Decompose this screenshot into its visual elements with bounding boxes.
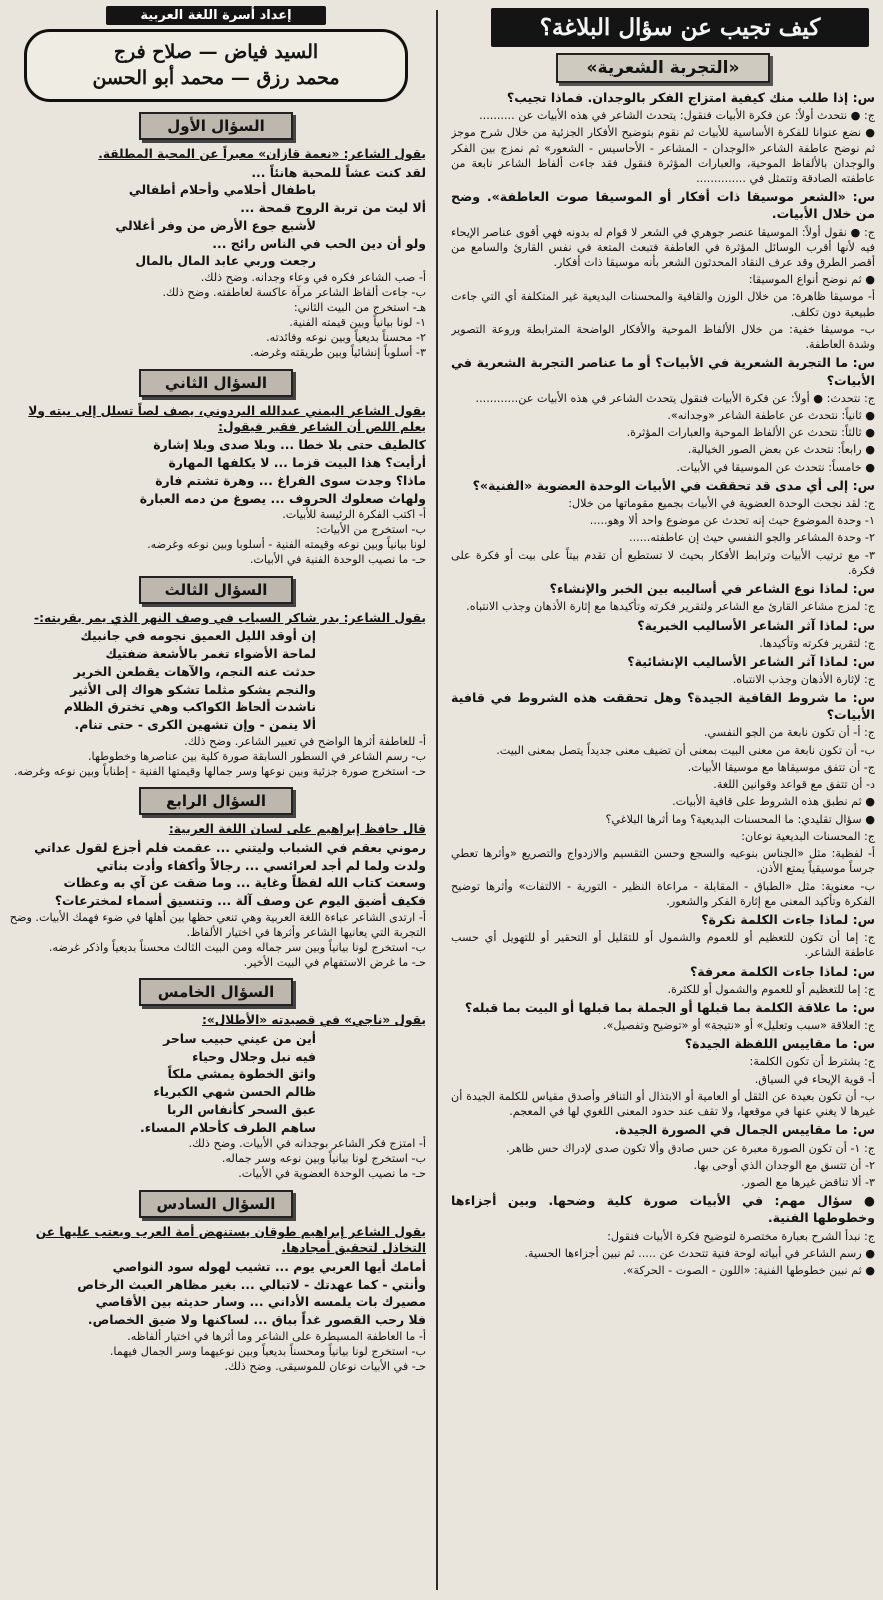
question-task: ١- لونا بيانياً وبين قيمته الفنية. xyxy=(289,315,426,329)
answer-text: ج: ● نتحدث أولاً: عن فكرة الأبيات فنقول: يتحدث الشاعر في هذه الأبيات عن .......... xyxy=(479,109,875,123)
poem-verse: وأنتي - كما عهدتك - لاتبالي ... بغير مظاهر العبث الرخاص xyxy=(77,1276,426,1292)
question-section xyxy=(6,576,426,780)
answer-text: ● خامساً: نتحدث عن الموسيقا في الأبيات. xyxy=(676,460,875,474)
question-task: هـ- استخرج من البيت الثاني: xyxy=(293,300,426,314)
question-task: حـ- استخرج صورة جزئية وبين نوعها وسر جمالها وقيمتها الفنية - إطناباً وبين نوعه وغرضه. xyxy=(13,764,426,778)
question-heading: السؤال الثالث xyxy=(139,576,293,604)
question-text: س: ما مقاييس اللفظة الجيدة؟ xyxy=(684,1036,875,1052)
question-task: حـ- ما غرض الاستفهام في البيت الأخير. xyxy=(243,955,426,969)
question-text: س: ما علاقة الكلمة بما قبلها أو الجملة بما قبلها أو البيت بما قبله؟ xyxy=(464,1000,875,1015)
poem-verse: رموني بعقم في الشباب وليتني ... عقمت فلم أجزع لقول عداتي xyxy=(34,839,426,855)
poem-verse: واثق الخطوة يمشي ملكاً xyxy=(167,1066,316,1082)
answer-text: ج: العلاقة «سبب وتعليل» أو «نتيجة» أو «توضيح وتفصيل». xyxy=(602,1019,875,1033)
question-text: س: إذا طلب منك كيفية امتزاج الفكر بالوجدان. فماذا تجيب؟ xyxy=(506,90,875,105)
question-section xyxy=(6,978,426,1182)
poem-verse: ولو أن دين الحب في الناس رائج ... xyxy=(212,235,426,251)
question-task: حـ- في الأبيات نوعان للموسيقى. وضح ذلك. xyxy=(224,1359,426,1373)
answer-text: ج: ١- أن تكون الصورة معبرة عن حس صادق وألا تكون صدى لإدراك حس ظاهر. xyxy=(506,1141,875,1155)
answer-text: ج- أن تتفق موسيقاها مع موسيقا الأبيات. xyxy=(687,760,875,774)
poem-verse: ماذا؟ وجدت سوى الفراغ ... وهرة تشتم فارة xyxy=(155,472,426,488)
question-text: س: ما شروط القافية الجيدة؟ وهل تحققت هذه الشروط في قافية الأبيات؟ xyxy=(451,690,875,723)
answer-text: أ- موسيقا ظاهرة: من خلال الوزن والقافية والمحسنات البديعية غير المتكلفة أي التي جاءت طبيعية دون تكلف. xyxy=(451,290,875,319)
question-intro: يقول الشاعر إبراهيم طوقان يستنهض أمة العرب ويعتب عليها عن التخاذل لتحقيق أمجادها. xyxy=(35,1225,426,1256)
answer-text: ب- أن تكون نابعة من معنى البيت بمعنى أن تضيف معنى جديداً يتصل بمعنى البيت. xyxy=(496,743,875,757)
question-text: س: لماذا آثر الشاعر الأساليب الخبرية؟ xyxy=(637,617,875,633)
answer-text: ● ثم نطبق هذه الشروط على قافية الأبيات. xyxy=(672,795,875,809)
credit-box xyxy=(24,29,408,102)
answer-text: ج: لقد نجحت الوحدة العضوية في الأبيات بجميع مقوماتها من خلال: xyxy=(568,496,875,510)
question-section xyxy=(6,787,426,970)
answer-text: ج: إما أن تكون للتعظيم أو للعموم والشمول أو للتقليل أو التحقير أو للتهويل أي حسب عاطفة الشاعر. xyxy=(451,931,875,960)
column-divider xyxy=(436,10,438,1590)
poem-verse: ساهم الطرف كأحلام المساء. xyxy=(140,1119,316,1135)
poem-verse: إن أوقد الليل العميق نجومه في جانبيك xyxy=(80,628,316,644)
answer-text: ج: لتقرير فكرته وتأكيدها. xyxy=(759,636,875,650)
poem-verse: ولدت ولما لم أجد لعرائسي ... رجالاً وأكفاء وأدت بناتي xyxy=(96,857,426,873)
answer-text: د- أن تتفق مع قواعد وقوانين اللغة. xyxy=(713,778,875,792)
answer-text: ● نضع عنوانا للفكرة الأساسية للأبيات ثم نقوم بتوضيح الأفكار الجزئية من خلال شرح موجز ثم نوضح عاطفة الشاعر «الوجدان - المشاعر - الأحاسيس - الشعور» ثم نمزج بين الفكر والوجدان بالألفاظ الموحية، والعبارات المؤثرة فنقول فقد جاءت ألفاظ الشاعر نابعة من عاطفته الصادقة وتتمثل في .............. xyxy=(451,126,875,186)
question-text: س: ما مقاييس الجمال في الصورة الجيدة. xyxy=(614,1122,875,1138)
question-text: س: لماذا آثر الشاعر الأساليب الإنشائية؟ xyxy=(627,653,875,669)
question-intro: يقول الشاعر اليمني عبدالله البردوني، يصف لصاً تسلل إلى بيته ولا يعلم اللص أن الشاعر فقير فيقول: xyxy=(28,403,426,434)
answer-text: ج: لمزج مشاعر القارئ مع الشاعر ولتقرير فكرته وتأكيدها مع إثارة الأذهان وجذب الانتباه. xyxy=(466,600,875,614)
question-task: ب- رسم الشاعر في السطور السابقة صورة كلية بين عناصرها وخطوطها. xyxy=(87,749,426,763)
question-heading: السؤال الثاني xyxy=(139,369,293,397)
poem-verse: كالطيف حتى بلا خطا ... وبلا صدى وبلا إشارة xyxy=(153,437,426,453)
rhetoric-column xyxy=(451,6,875,1594)
answer-text: ٣- مع ترتيب الأبيات وترابط الأفكار بحيث لا تستطيع أن تقدم بيتاً على بيت أو فكرة على فكرة. xyxy=(451,548,875,577)
answer-text: ب- موسيقا خفية: من خلال الألفاظ الموحية والأفكار الواضحة المترابطة وروعة التصوير وشدة العاطفة. xyxy=(451,322,875,352)
answer-text: ج: نتحدث: ● أولاً: عن فكرة الأبيات فنقول يتحدث الشاعر في هذه الأبيات عن............ xyxy=(475,391,875,405)
poem-verse: فلا رحب القصور غداً بباق ... لساكنها ولا ضيق الخصاص. xyxy=(87,1312,426,1328)
question-task: حـ- ما نصيب الوحدة العضوية في الأبيات. xyxy=(238,1167,426,1181)
answer-text: ● رابعاً: نتحدث عن بعض الصور الخيالية. xyxy=(687,443,875,457)
answer-text: ج: أ- أن تكون نابعة من الجو النفسي. xyxy=(703,726,875,740)
poem-verse: ولهاث صعلوك الحروف ... يصوغ من دمه العبارة xyxy=(139,490,426,506)
question-text: س: لماذا جاءت الكلمة معرفة؟ xyxy=(689,963,875,979)
poem-verse: باطفال أحلامي وأحلام أطفالي xyxy=(128,182,316,198)
question-task: ب- استخرج من الأبيات: xyxy=(316,523,426,537)
question-task: ٢- محسناً بديعياً وبين نوعه وفائدته. xyxy=(266,330,426,344)
poem-verse: وسعت كتاب الله لفظاً وغاية ... وما ضقت عن آي به وعظات xyxy=(63,875,426,891)
question-task: حـ- ما نصيب الوحدة الفنية في الأبيات. xyxy=(249,553,426,567)
qa-blocks xyxy=(451,89,875,1278)
poem-verse: لقد كنت عشاً للمحبة هانئاً ... xyxy=(251,164,426,180)
answer-text: ب- معنوية: مثل «الطباق - المقابلة - مراعاة النظير - التورية - الالتفات» وأثرها توضيح الفكرة وتأكيد المعنى مع إثارة الفكر والشعور. xyxy=(451,879,875,908)
poem-verse: فكيف أضيق اليوم عن وصف آلة ... وتنسيق أسماء لمخترعات؟ xyxy=(54,893,426,909)
question-task: أ- ما العاطفة المسيطرة على الشاعر وما أثرها في اختيار ألفاظه. xyxy=(127,1329,426,1343)
poem-verse: ألا ليت من تربة الروح قمحة ... xyxy=(240,200,426,216)
answer-text: ج: ● نقول أولاً: الموسيقا عنصر جوهري في الشعر لا قوام له بدونه فهي أقوى عناصر الإيحاء فيه لأنها أقرب الوسائل المؤثرة في العاطفة فتبعث المتعة في نفس القارئ والسامع من أقصر الطرق وقد عرف النقاد المحدثون الشعر بأنه موسيقا ذات أفكار. xyxy=(451,225,875,270)
answer-text: أ- قوية الإيحاء في السياق. xyxy=(754,1072,875,1086)
poem-verse: لماحة الأضواء تغمر بالأشعة ضفتيك xyxy=(105,646,316,662)
poem-verse: أرأيت؟ هذا البيت قزما ... لا يكلفها المهارة xyxy=(168,455,426,471)
question-text: س: إلى أي مدى قد تحققت في الأبيات الوحدة العضوية «الفنية»؟ xyxy=(472,477,875,493)
answer-text: ٢- أن تتسق مع الوجدان الذي أوحى بها. xyxy=(693,1158,875,1172)
poem-verse: ألا ينمن - وإن تشهين الكرى - حتى تنام. xyxy=(74,717,316,733)
questions-column xyxy=(6,6,426,1594)
question-section xyxy=(6,369,426,568)
question-task: أ- ارتدى الشاعر عباءة اللغة العربية وهي تنعي حظها بين أهلها في ضوء فهمك الأبيات. وضح التجربة التي يعانيها الشاعر وأثرها في اختيار الألفاظ. xyxy=(9,910,426,939)
answer-text: ج: يشترط أن تكون الكلمة: xyxy=(749,1055,875,1069)
poem-verse: أمامك أيها العربي يوم ... تشيب لهوله سود النواصي xyxy=(112,1258,426,1274)
answer-text: ج: إما للتعظيم أو للعموم والشمول أو للكثرة. xyxy=(667,982,875,996)
poem-verse: فيه نبل وجلال وحياء xyxy=(192,1048,316,1064)
answer-text: ٣- ألا تناقض غيرها مع الصور. xyxy=(741,1176,875,1190)
question-task: أ- للعاطفة أثرها الواضح في تعبير الشاعر. وضح ذلك. xyxy=(184,734,426,748)
question-text: س: «الشعر موسيقا ذات أفكار أو الموسيقا صوت العاطفة». وضح من خلال الأبيات. xyxy=(451,189,875,222)
question-text: س: ما التجربة الشعرية في الأبيات؟ أو ما عناصر التجربة الشعرية في الأبيات؟ xyxy=(451,355,875,388)
question-task: أ- امتزج فكر الشاعر بوجدانه في الأبيات. وضح ذلك. xyxy=(188,1137,426,1151)
question-task: ب- جاءت ألفاظ الشاعر مرآة عاكسة لعاطفته. وضح ذلك. xyxy=(162,286,426,300)
poem-verse: لأشبع جوع الأرض من وفر أغلالي xyxy=(115,217,316,233)
question-section xyxy=(6,1190,426,1375)
question-task: أ- اكتب الفكرة الرئيسة للأبيات. xyxy=(282,508,426,522)
question-text: س: لماذا نوع الشاعر في أساليبه بين الخبر والإنشاء؟ xyxy=(549,581,875,597)
answer-text: ب- أن تكون بعيدة عن الثقل أو العامية أو الابتذال أو التنافر وأصدق مقياس للكلمة الجيدة أن غيرها لا يغني عنها في موقعها، ولا تقف عند حدود المعنى اللغوي لها في المعجم. xyxy=(451,1089,875,1119)
sub-title: «التجربة الشعرية» xyxy=(556,53,770,83)
poem-verse: عبق السحر كأنفاس الربا xyxy=(167,1101,316,1117)
question-task: لونا بيانياً وبين نوعه وقيمته الفنية - أسلوبا وبين نوعه وغرضه. xyxy=(147,538,426,552)
question-heading: السؤال الأول xyxy=(139,112,293,140)
answer-text: ● ثانياً: نتحدث عن عاطفة الشاعر «وجدانه». xyxy=(667,408,875,422)
answer-text: أ- لفظية: مثل «الجناس بنوعيه والسجع وحسن التقسيم والازدواج والتصريع «وأثرها تعطي جرساً موسيقياً يمتع الأذن. xyxy=(451,847,875,876)
question-intro: يقول «ناجي» في قصيدته «الأطلال»: xyxy=(201,1013,426,1028)
answer-text: ٢- وحدة المشاعر والجو النفسي حيث إن عاطفته...... xyxy=(629,531,875,545)
question-task: أ- صب الشاعر فكره في وعاء وجدانه. وضح ذلك. xyxy=(200,271,426,285)
authors-line-2: محمد رزق — محمد أبو الحسن xyxy=(92,66,340,89)
question-intro: يقول الشاعر: «نعمة قازان» معبراً عن المحبة المطلقة. xyxy=(98,147,426,162)
question-task: ب- استخرج لونا بيانياً ومحسناً بديعياً وبين نوعيهما وسر الجمال فيهما. xyxy=(109,1344,426,1358)
question-text: ● سؤال مهم: في الأبيات صورة كلية وضحها. وبين أجزاءها وخطوطها الفنية. xyxy=(451,1193,875,1226)
poem-verse: أين من عيني حبيب ساحر xyxy=(163,1030,316,1046)
poem-verse: مصيرك بات يلمسه الأداني ... وسار حديثه بين الأقاصي xyxy=(95,1294,426,1310)
question-section xyxy=(6,112,426,360)
answer-text: ١- وحدة الموضوع حيث إنه تحدث عن موضوع واحد ألا وهو..... xyxy=(589,514,875,528)
question-task: ب- استخرج لونا بيانياً وبين نوعه وسر جماله. xyxy=(221,1152,426,1166)
answer-text: ● رسم الشاعر في أبياته لوحة فنية تتحدث عن ..... ثم نبين أجزاءها الحسية. xyxy=(524,1246,875,1260)
answer-text: ● ثالثاً: نتحدث عن الألفاظ الموحية والعبارات المؤثرة. xyxy=(626,426,875,440)
answer-text: ● ثم نوضح أنواع الموسيقا: xyxy=(748,273,875,287)
question-heading: السؤال الرابع xyxy=(139,787,293,815)
answer-text: ● سؤال تقليدي: ما المحسنات البديعية؟ وما أثرها البلاغي؟ xyxy=(605,812,875,826)
question-task: ٣- أسلوباً إنشائياً وبين طريقته وغرضه. xyxy=(250,345,426,359)
question-heading: السؤال السادس xyxy=(139,1190,293,1218)
poem-verse: حدثت عنه النجم، والآهات يقطعن الخرير xyxy=(73,663,316,679)
question-task: ب- استخرج لونا بيانياً وبين سر جماله ومن البيت الثالث محسناً بديعياً واذكر غرضه. xyxy=(48,940,426,954)
poem-verse: ظالم الحسن شهي الكبرياء xyxy=(153,1084,316,1100)
question-intro: يقول الشاعر: بدر شاكر السياب في وصف النهر الذي يمر بقريته:- xyxy=(34,610,426,625)
question-sections xyxy=(6,112,426,1374)
question-intro: قال حافظ إبراهيم على لسان اللغة العربية: xyxy=(168,822,426,837)
poem-verse: رجعت وربي عابد المال بالمال xyxy=(135,253,316,269)
answer-text: ج: لإثارة الأذهان وجذب الانتباه. xyxy=(732,672,875,686)
main-title: كيف تجيب عن سؤال البلاغة؟ xyxy=(491,8,869,47)
credit-band: إعداد أسرة اللغة العربية xyxy=(106,6,326,25)
question-heading: السؤال الخامس xyxy=(139,978,293,1006)
answer-text: ● ثم نبين خطوطها الفنية: «اللون - الصوت - الحركة». xyxy=(622,1263,875,1277)
poem-verse: ناشدت ألحاظ الكواكب وهي تخترق الظلام xyxy=(63,699,316,715)
poem-verse: والنجم يشكو مثلما تشكو هواك إلى الأثير xyxy=(70,681,316,697)
authors-line-1: السيد فياض — صلاح فرج xyxy=(113,41,319,63)
question-text: س: لماذا جاءت الكلمة نكرة؟ xyxy=(701,912,875,928)
answer-text: ج: المحسنات البديعية نوعان: xyxy=(741,829,875,843)
answer-text: ج: نبدأ الشرح بعبارة مختصرة لتوضيح فكرة الأبيات فنقول: xyxy=(607,1229,875,1243)
